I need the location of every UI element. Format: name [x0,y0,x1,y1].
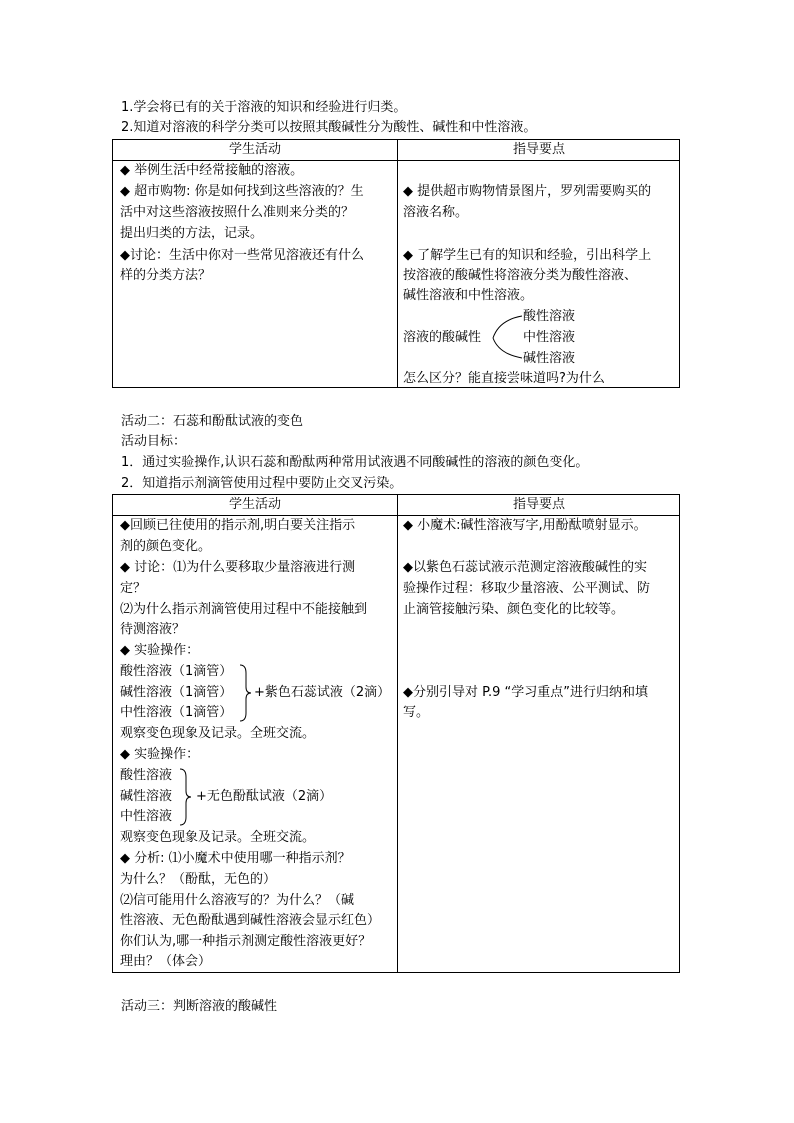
activity-3-title: 活动三：判断溶液的酸碱性 [121,999,278,1014]
activity-2-goal: 2．知道指示剂滴管使用过程中要防止交叉污染。 [121,476,403,491]
t1-left-line: ◆ 超市购物: 你是如何找到这些溶液的？生 [120,184,364,199]
t2-left-line: ⑵为什么指示剂滴管使用过程中不能接触到 [120,602,368,617]
t2-left-line: ◆ 分析: ⑴小魔术中使用哪一种指示剂？ [120,851,351,866]
t1-left-line: 样的分类方法？ [120,268,212,283]
t1-right-line: 碱性溶液和中性溶液。 [403,288,534,303]
t2-left-line: 你们认为,哪一种指示剂测定酸性溶液更好？ [120,934,372,949]
t1-left-line: 活中对这些溶液按照什么准则来分类的？ [120,205,355,220]
t2-right-line: ◆分别引导对 P.9 “学习重点”进行归纳和填 [403,685,648,700]
table-2-header-student: 学生活动 [228,497,281,512]
t2-left-line: 待测溶液？ [120,622,186,637]
diagram-root-label: 溶液的酸碱性 [403,330,482,345]
t2-right-line: 写。 [403,705,430,720]
t2-left-line: 观察变色现象及记录。全班交流。 [120,726,316,741]
t1-right-line: ◆ 提供超市购物情景图片，罗列需要购买的 [403,184,652,199]
activity-2-goal-label: 活动目标： [121,434,187,449]
t2-right-line: 验操作过程：移取少量溶液、公平测试、防 [403,581,651,596]
t1-right-line: 按溶液的酸碱性将溶液分类为酸性溶液、 [403,268,638,283]
table-1-header-student: 学生活动 [228,142,281,157]
t2-left-line: 理由？（体会） [120,954,212,969]
t1-right-line: ◆ 了解学生已有的知识和经验，引出科学上 [403,248,652,263]
exp2-item: 碱性溶液 [120,789,173,804]
exp1-item: 中性溶液（1滴管） [120,705,233,720]
t2-right-line: ◆以紫色石蕊试液示范测定溶液酸碱性的实 [403,560,647,575]
t2-left-line: 定？ [120,581,147,596]
t2-left-line: 为什么？（酚酞，无色的） [120,872,277,887]
t1-left-line: ◆ 举例生活中经常接触的溶液。 [120,163,304,178]
intro-line-2: 2.知道对溶液的科学分类可以按照其酸碱性分为酸性、碱性和中性溶液。 [121,120,537,135]
t2-left-line: ⑵信可能用什么溶液写的？为什么？（碱 [120,893,355,908]
intro-line-1: 1.学会将已有的关于溶液的知识和经验进行归类。 [121,100,407,115]
t2-left-line: 观察变色现象及记录。全班交流。 [120,830,316,845]
exp1-reagent: +紫色石蕊试液（2滴） [254,685,391,700]
branch-lines [491,310,523,360]
table-2-column-divider [397,495,398,972]
t2-right-line: 止滴管接触污染、颜色变化的比较等。 [403,602,625,617]
diagram-branch: 酸性溶液 [523,309,576,324]
t1-question: 怎么区分？能直接尝味道吗?为什么 [403,371,605,386]
exp2-brace [179,767,193,827]
exp2-item: 酸性溶液 [120,768,173,783]
table-2 [112,494,680,973]
t2-right-line: ◆ 小魔术:碱性溶液写字,用酚酞喷射显示。 [403,518,647,533]
exp1-brace [239,663,253,723]
t2-left-line: ◆回顾已往使用的指示剂,明白要关注指示 [120,518,356,533]
diagram-branch: 碱性溶液 [523,351,576,366]
exp1-item: 酸性溶液（1滴管） [120,664,233,679]
t2-left-line: ◆ 实验操作： [120,747,200,762]
exp1-item: 碱性溶液（1滴管） [120,685,233,700]
activity-2-title: 活动二：石蕊和酚酞试液的变色 [121,414,304,429]
table-2-header-guidance: 指导要点 [512,497,565,512]
activity-2-goal: 1．通过实验操作,认识石蕊和酚酞两种常用试液遇不同酸碱性的溶液的颜色变化。 [121,455,589,470]
t2-left-line: 剂的颜色变化。 [120,539,212,554]
t1-right-line: 溶液名称。 [403,205,469,220]
table-1-header-guidance: 指导要点 [512,142,565,157]
t1-left-line: ◆讨论：生活中你对一些常见溶液还有什么 [120,248,364,263]
t2-left-line: 性溶液、无色酚酞遇到碱性溶液会显示红色） [120,913,381,928]
exp2-reagent: +无色酚酞试液（2滴） [196,789,333,804]
exp2-item: 中性溶液 [120,809,173,824]
diagram-branch: 中性溶液 [523,330,576,345]
t1-left-line: 提出归类的方法，记录。 [120,226,264,241]
table-1 [112,139,680,388]
t2-left-line: ◆ 实验操作： [120,643,200,658]
table-1-column-divider [397,140,398,387]
t2-left-line: ◆ 讨论：⑴为什么要移取少量溶液进行测 [120,560,356,575]
